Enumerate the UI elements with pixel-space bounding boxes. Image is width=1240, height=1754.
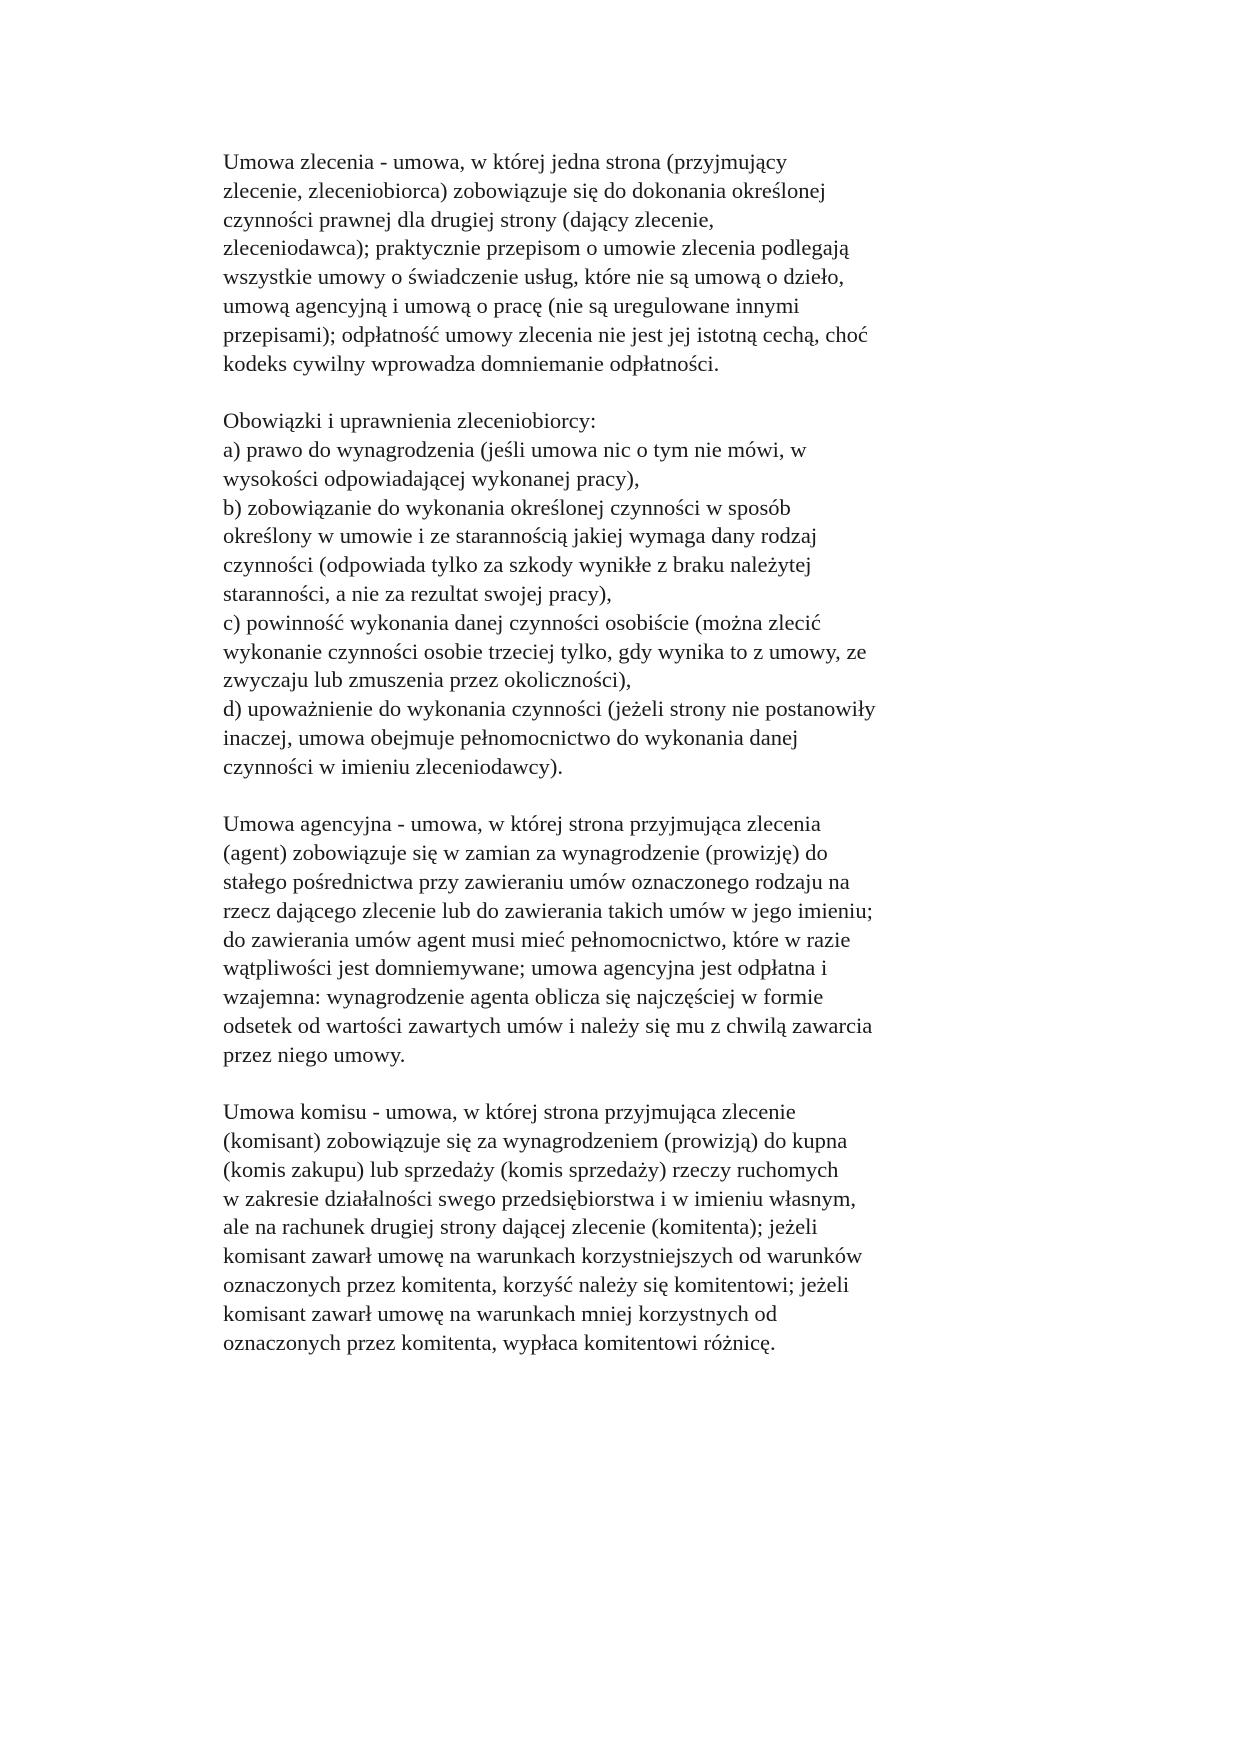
text-line: oznaczonych przez komitenta, korzyść należy się komitentowi; jeżeli [223,1272,850,1298]
text-line: kodeks cywilny wprowadza domniemanie odpłatności. [223,350,720,376]
text-line: określony w umowie i ze starannością jakiej wymaga dany rodzaj [223,523,818,549]
text-line: przez niego umowy. [223,1041,406,1067]
text-line: rzecz dającego zlecenie lub do zawierania takich umów w jego imieniu; [223,897,873,923]
text-line: Umowa agencyjna - umowa, w której strona przyjmująca zlecenia [223,811,821,837]
text-line: Obowiązki i uprawnienia zleceniobiorcy: [223,408,597,434]
document-body [223,148,983,1386]
text-line: d) upoważnienie do wykonania czynności (jeżeli strony nie postanowiły [223,696,876,722]
text-line: wątpliwości jest domniemywane; umowa agencyjna jest odpłatna i [223,955,828,981]
text-line: b) zobowiązanie do wykonania określonej czynności w sposób [223,494,791,520]
text-line: zleceniodawca); praktycznie przepisom o umowie zlecenia podlegają [223,235,850,261]
paragraph-3 [223,810,983,1069]
text-line: komisant zawarł umowę na warunkach korzystniejszych od warunków [223,1243,863,1269]
text-line: inaczej, umowa obejmuje pełnomocnictwo do wykonania danej [223,724,799,750]
text-line: wszystkie umowy o świadczenie usług, które nie są umową o dzieło, [223,264,845,290]
text-line: (agent) zobowiązuje się w zamian za wynagrodzenie (prowizję) do [223,840,828,866]
text-line: w zakresie działalności swego przedsiębiorstwa i w imieniu własnym, [223,1185,857,1211]
text-line: komisant zawarł umowę na warunkach mniej korzystnych od [223,1300,778,1326]
text-line: oznaczonych przez komitenta, wypłaca komitentowi różnicę. [223,1329,776,1355]
paragraph-2 [223,407,983,781]
text-line: c) powinność wykonania danej czynności osobiście (można zlecić [223,609,821,635]
text-line: wzajemna: wynagrodzenie agenta oblicza się najczęściej w formie [223,984,824,1010]
text-line: Umowa zlecenia - umowa, w której jedna strona (przyjmujący [223,149,788,174]
text-line: stałego pośrednictwa przy zawieraniu umów oznaczonego rodzaju na [223,868,850,894]
text-line: odsetek od wartości zawartych umów i należy się mu z chwilą zawarcia [223,1012,873,1038]
text-line: czynności (odpowiada tylko za szkody wynikłe z braku należytej [223,552,812,578]
text-line: czynności w imieniu zleceniodawcy). [223,753,564,779]
text-line: ale na rachunek drugiej strony dającej zlecenie (komitenta); jeżeli [223,1214,818,1240]
paragraph-4 [223,1098,983,1357]
text-line: wysokości odpowiadającej wykonanej pracy), [223,465,640,491]
text-line: do zawierania umów agent musi mieć pełnomocnictwo, które w razie [223,926,851,952]
text-line: przepisami); odpłatność umowy zlecenia nie jest jej istotną cechą, choć [223,321,868,347]
text-line: czynności prawnej dla drugiej strony (dający zlecenie, [223,206,715,232]
text-line: wykonanie czynności osobie trzeciej tylko, gdy wynika to z umowy, ze [223,638,867,664]
text-line: zlecenie, zleceniobiorca) zobowiązuje się do dokonania określonej [223,177,826,203]
text-line: zwyczaju lub zmuszenia przez okoliczności), [223,667,632,693]
text-line: (komisant) zobowiązuje się za wynagrodzeniem (prowizją) do kupna [223,1128,848,1154]
text-line: (komis zakupu) lub sprzedaży (komis sprzedaży) rzeczy ruchomych [223,1156,839,1182]
text-line: a) prawo do wynagrodzenia (jeśli umowa nic o tym nie mówi, w [223,436,807,462]
text-line: staranności, a nie za rezultat swojej pracy), [223,580,612,606]
text-line: umową agencyjną i umową o pracę (nie są uregulowane innymi [223,292,800,318]
text-line: Umowa komisu - umowa, w której strona przyjmująca zlecenie [223,1099,796,1125]
paragraph-1 [223,148,983,378]
